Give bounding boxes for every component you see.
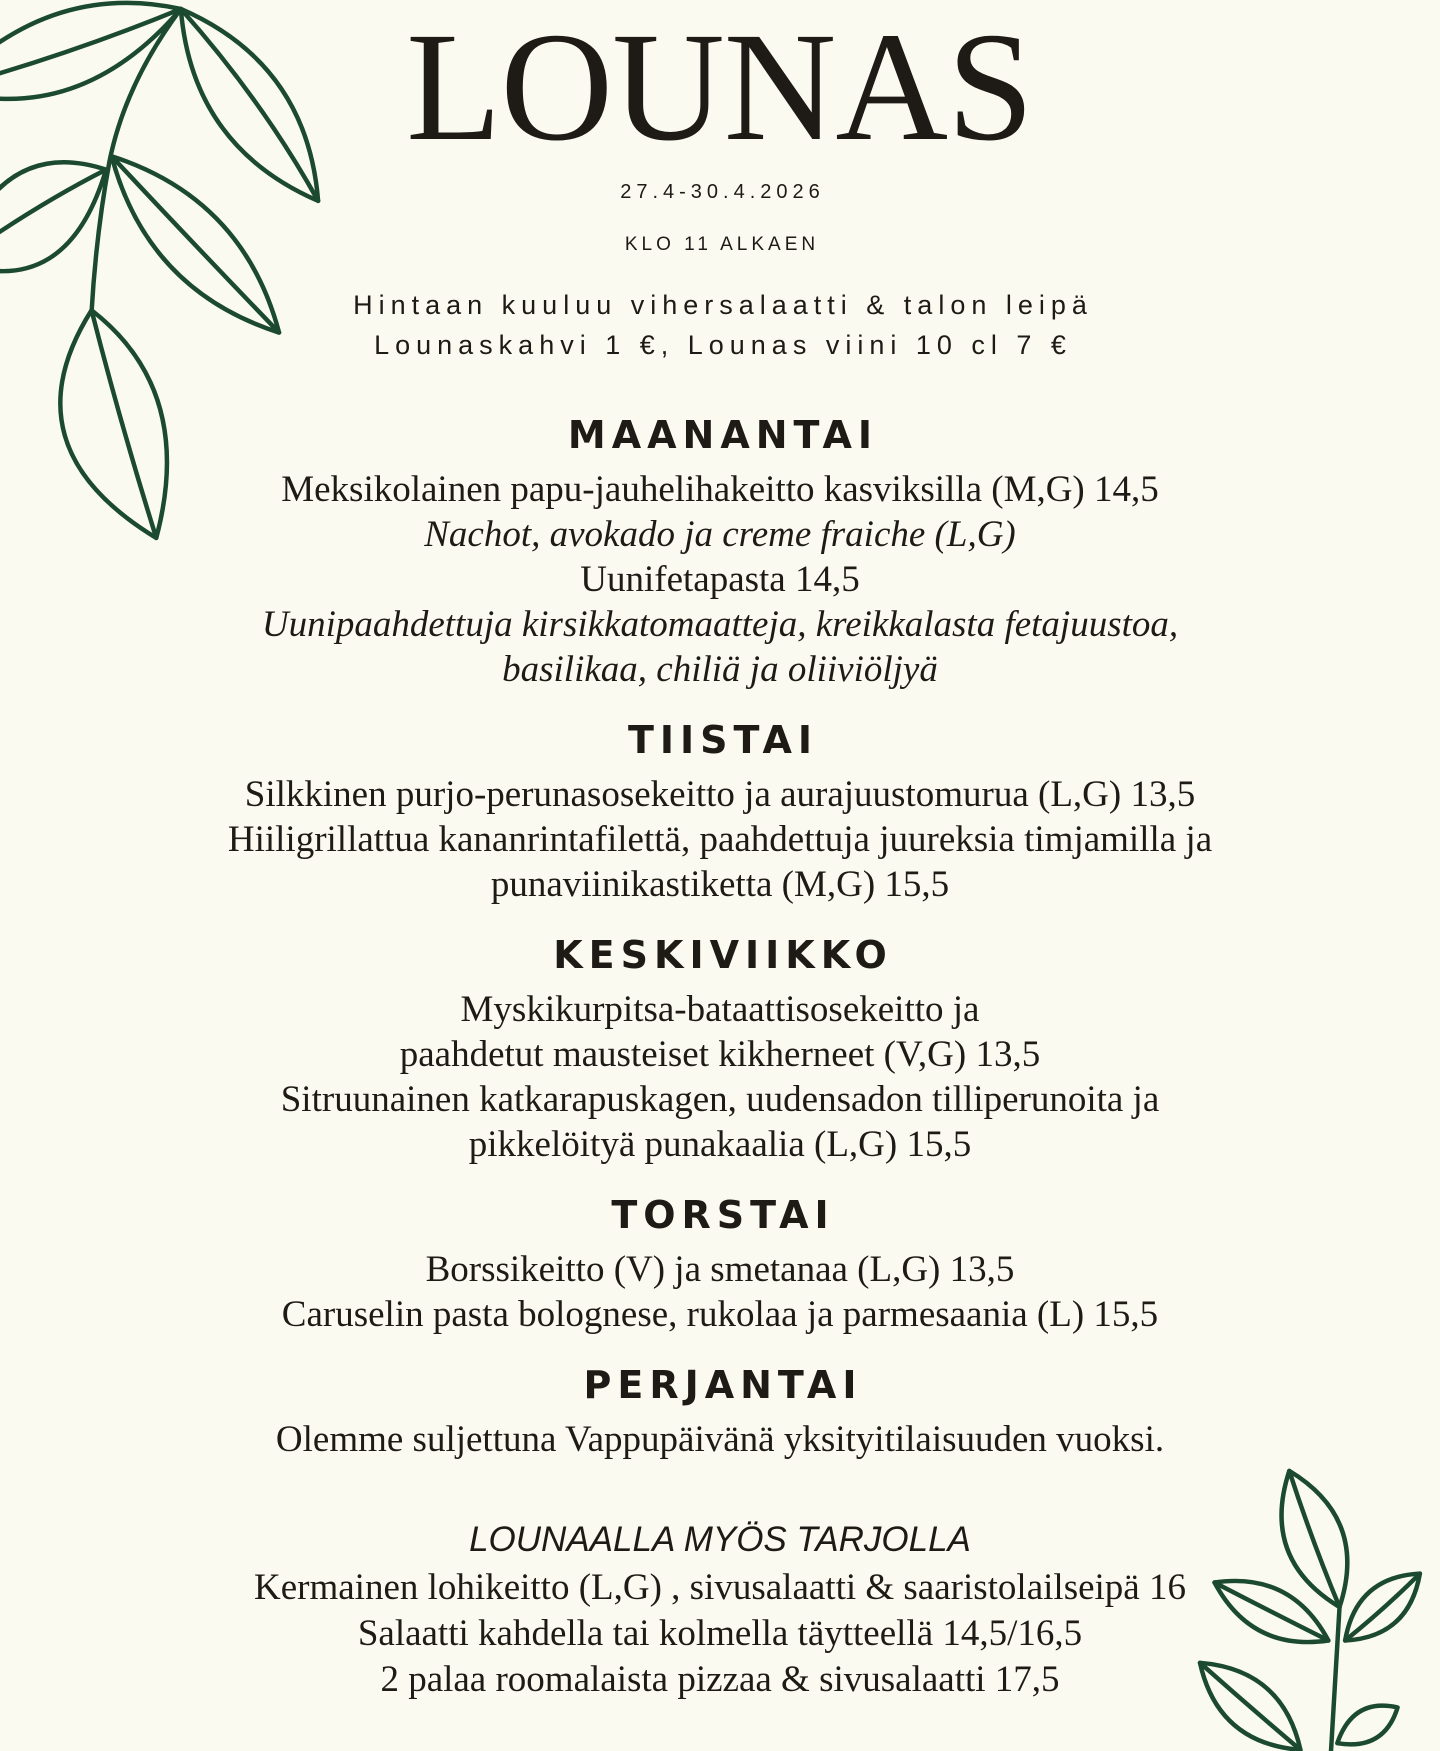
weekly-menu [0,409,1440,1462]
included-line: Lounaskahvi 1 €, Lounas viini 10 cl 7 € [374,330,1072,360]
dish-description: basilikaa, chiliä ja oliiviöljyä [502,649,938,690]
serving-time: KLO 11 ALKAEN [624,234,820,255]
dish-line: paahdetut mausteiset kikherneet (V,G) 13,5 [399,1034,1041,1075]
day-heading: KESKIVIIKKO [553,933,893,977]
dish-line: Myskikurpitsa-bataattisosekeitto ja [460,989,980,1030]
included-line: Hintaan kuuluu vihersalaatti & talon leipä [353,290,1093,320]
extra-dish-line: 2 palaa roomalaista pizzaa & sivusalaatti 17,5 [380,1659,1060,1700]
dish-line: Silkkinen purjo-perunasosekeitto ja aurajuustomurua (L,G) 13,5 [244,774,1196,815]
day-heading: TORSTAI [611,1193,835,1237]
extra-dish-line: Salaatti kahdella tai kolmella täytteellä 14,5/16,5 [357,1613,1083,1654]
dish-line: Borssikeitto (V) ja smetanaa (L,G) 13,5 [425,1249,1015,1290]
day-heading: PERJANTAI [583,1363,863,1407]
dish-description: Nachot, avokado ja creme fraiche (L,G) [424,514,1016,555]
day-heading: MAANANTAI [567,413,879,457]
menu-title: LOUNAS [406,0,1033,173]
extra-dish-line: Kermainen lohikeitto (L,G) , sivusalaatti & saaristolailseipä 16 [254,1567,1186,1608]
dish-line: Sitruunainen katkarapuskagen, uudensadon tilliperunoita ja [280,1079,1160,1120]
day-section-friday [0,1359,1440,1462]
also-available-section [0,1515,1440,1703]
included-info [0,285,1440,365]
day-section-monday [0,409,1440,692]
day-section-wednesday [0,929,1440,1167]
dish-line: Meksikolainen papu-jauhelihakeitto kasviksilla (M,G) 14,5 [281,469,1159,510]
dish-line: Hiiligrillattua kananrintafilettä, paahdettuja juureksia timjamilla ja [227,819,1213,860]
day-section-tuesday [0,714,1440,907]
dish-description: Uunipaahdettuja kirsikkatomaatteja, kreikkalasta fetajuustoa, [261,604,1179,645]
day-section-thursday [0,1189,1440,1337]
dish-line: punaviinikastiketta (M,G) 15,5 [490,864,950,905]
also-available-heading: LOUNAALLA MYÖS TARJOLLA [469,1520,971,1559]
leaf-icon [1337,1706,1397,1745]
dish-line: Uunifetapasta 14,5 [580,559,860,600]
day-heading: TIISTAI [627,718,819,762]
dish-line: pikkelöityä punakaalia (L,G) 15,5 [468,1124,972,1165]
date-range: 27.4-30.4.2026 [620,181,825,203]
closed-notice: Olemme suljettuna Vappupäivänä yksityitilaisuuden vuoksi. [275,1419,1165,1460]
dish-line: Caruselin pasta bolognese, rukolaa ja parmesaania (L) 15,5 [281,1294,1159,1335]
